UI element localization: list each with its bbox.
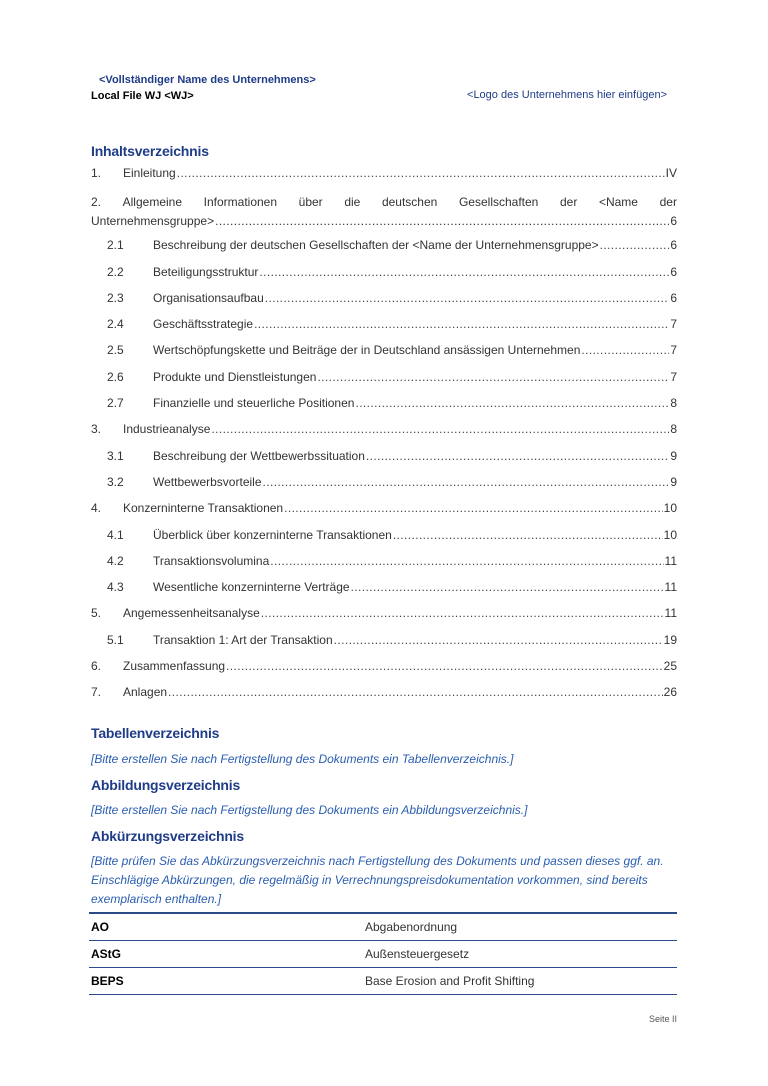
toc-entry-2-7[interactable]: 2.7 Finanzielle und steuerliche Positionen ..... 8 [91,396,677,422]
toc-entry-2-1[interactable]: 2.1 Beschreibung der deutschen Gesellschaften der <Name der Unternehmensgruppe> ..... 6 [91,238,677,264]
table-row [89,968,677,995]
table-row [89,941,677,968]
toc-entry-2[interactable]: 2. Allgemeine Informationen über die deutschen Gesellschaften der <Name der Unternehmensgruppe> ..... 6 [91,195,677,238]
header-local-file: Local File WJ <WJ> [91,90,194,102]
toc-entry-7[interactable]: 7. Anlagen ..... 26 [91,685,677,711]
tables-heading: Tabellenverzeichnis [91,725,220,741]
abbreviation-key: BEPS [89,968,363,995]
toc-entry-2-5[interactable]: 2.5 Wertschöpfungskette und Beiträge der in Deutschland ansässigen Unternehmen ..... 7 [91,343,677,369]
toc-entry-3[interactable]: 3. Industrieanalyse ..... 8 [91,422,677,448]
toc-entry-5[interactable]: 5. Angemessenheitsanalyse ..... 11 [91,606,677,632]
toc-entry-5-1[interactable]: 5.1 Transaktion 1: Art der Transaktion ..... 19 [91,633,677,659]
toc-entry-6[interactable]: 6. Zusammenfassung ..... 25 [91,659,677,685]
toc-entry-2-3[interactable]: 2.3 Organisationsaufbau ..... 6 [91,291,677,317]
toc-entry-4-3[interactable]: 4.3 Wesentliche konzerninterne Verträge ..... 11 [91,580,677,606]
header-company-name: <Vollständiger Name des Unternehmens> [99,74,316,86]
table-of-contents [91,166,677,712]
header-logo-placeholder: <Logo des Unternehmens hier einfügen> [467,89,667,101]
toc-entry-2-4[interactable]: 2.4 Geschäftsstrategie ..... 7 [91,317,677,343]
toc-entry-3-1[interactable]: 3.1 Beschreibung der Wettbewerbssituation ..... 9 [91,449,677,475]
tables-note: [Bitte erstellen Sie nach Fertigstellung des Dokuments ein Tabellenverzeichnis.] [91,752,514,766]
abbreviation-value: Abgabenordnung [363,913,677,941]
toc-heading: Inhaltsverzeichnis [91,143,209,159]
toc-entry-4[interactable]: 4. Konzerninterne Transaktionen ..... 10 [91,501,677,527]
figures-note: [Bitte erstellen Sie nach Fertigstellung des Dokuments ein Abbildungsverzeichnis.] [91,803,528,817]
figures-heading: Abbildungsverzeichnis [91,777,241,793]
toc-entry-2-6[interactable]: 2.6 Produkte und Dienstleistungen ..... 7 [91,370,677,396]
toc-entry-1[interactable]: 1. Einleitung ..... IV [91,166,677,192]
abbreviation-key: AO [89,913,363,941]
abbreviations-table [89,912,677,995]
abbreviations-note: [Bitte prüfen Sie das Abkürzungsverzeichnis nach Fertigstellung des Dokuments und passen dieses ggf. an. Einschlägige Abkürzungen, die regelmäßig in Verrechnungspreisdokumentation vorkommen, sind bereits exemplarisch enthalten.] [91,854,664,906]
abbreviations-heading: Abkürzungsverzeichnis [91,828,244,844]
abbreviation-value: Außensteuergesetz [363,941,677,968]
abbreviation-value: Base Erosion and Profit Shifting [363,968,677,995]
toc-entry-4-1[interactable]: 4.1 Überblick über konzerninterne Transaktionen ..... 10 [91,528,677,554]
toc-entry-3-2[interactable]: 3.2 Wettbewerbsvorteile ..... 9 [91,475,677,501]
page-number: Seite II [648,1014,677,1024]
toc-entry-2-2[interactable]: 2.2 Beteiligungsstruktur ..... 6 [91,265,677,291]
abbreviation-key: AStG [89,941,363,968]
toc-entry-4-2[interactable]: 4.2 Transaktionsvolumina ..... 11 [91,554,677,580]
table-row [89,913,677,941]
